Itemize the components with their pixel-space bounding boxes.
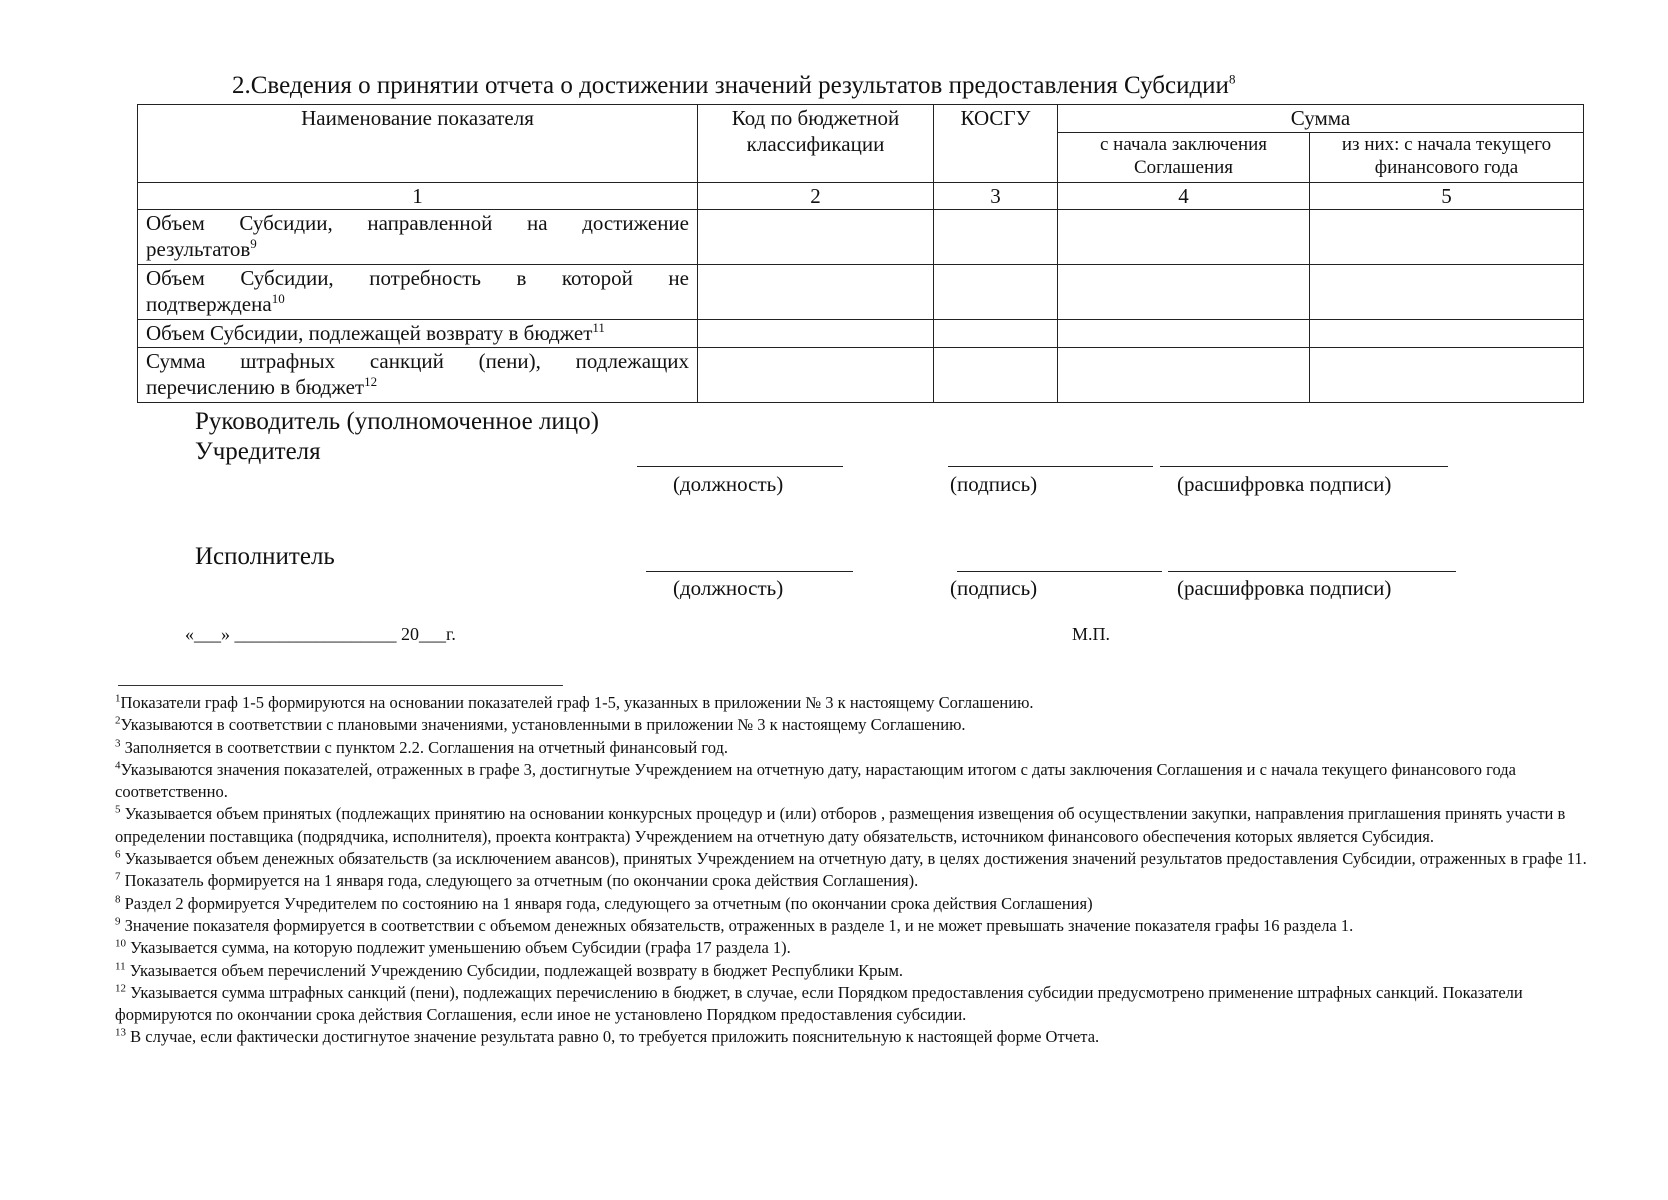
footnote-separator: [118, 685, 563, 686]
footnote: $^7$ Показатель формируется на 1 января года, следующего за отчетным (по окончании срока действия Соглашения).: [115, 870, 919, 891]
sum-from-agreement-cell: [1058, 265, 1310, 320]
executor-decoding-line: [1168, 571, 1456, 572]
sum-from-agreement-cell: [1058, 348, 1310, 403]
footnote: $^{11}$ Указывается объем перечислений Учреждению Субсидии, подлежащей возврату в бюджет Республики Крым.: [115, 960, 904, 980]
header-sum-from-agreement: с начала заключения Соглашения: [1058, 133, 1310, 183]
table-row: [138, 348, 1584, 403]
footnote: $^{10}$ Указывается сумма, на которую подлежит уменьшению объем Субсидии (графа 17 раздела 1).: [115, 937, 791, 958]
footnote: $^6$ Указывается объем денежных обязательств (за исключением авансов), принятых Учреждением на отчетную дату, в целях достижения значений результатов предоставления Субсидии, отраженных в графе 11.: [115, 848, 1587, 869]
indicator-refund-to-budget: Объем Субсидии, подлежащей возврату в бюджет$^{11}$: [138, 320, 698, 348]
header-budget-code: Код по бюджетной классификации: [698, 105, 934, 183]
kosgu-cell: [934, 210, 1058, 265]
indicator-subsidy-for-results: Объем Субсидии, направленной на достижение результатов$^9$: [138, 210, 698, 265]
footnote: $^{12}$ Указывается сумма штрафных санкций (пени), подлежащих перечислению в бюджет, в случае, если Порядком предоставления субсидии предусмотрено применение штрафных санкций. Показатели формируются по окончании срока действия Соглашения, если иное не установлено Порядком предоставления субсидии.: [115, 982, 1523, 1025]
executor-title: Исполнитель: [195, 543, 335, 570]
column-number-row: [138, 183, 1584, 210]
head-signature-caption: (подпись): [950, 472, 1038, 496]
footnote: $^1$Показатели граф 1-5 формируются на основании показателей граф 1-5, указанных в приложении № 3 к настоящему Соглашению.: [115, 692, 1034, 712]
footnotes: [115, 692, 1595, 1049]
executor-decoding-caption: (расшифровка подписи): [1177, 576, 1392, 600]
table-row: [138, 265, 1584, 320]
header-sum-current-year: из них: с начала текущего финансового года: [1310, 133, 1584, 183]
header-kosgu: КОСГУ: [934, 105, 1058, 183]
footnote: $^{13}$ В случае, если фактически достигнутое значение результата равно 0, то требуется приложить пояснительную к настоящей форме Отчета.: [115, 1026, 1100, 1047]
header-row-1: [138, 105, 1584, 133]
sum-current-year-cell: [1310, 348, 1584, 403]
executor-position-caption: (должность): [673, 576, 784, 600]
head-position-caption: (должность): [673, 472, 784, 496]
footnote-ref: 9: [250, 236, 257, 251]
footnote-ref: 11: [592, 320, 605, 335]
footnote-ref: 10: [271, 291, 285, 306]
footnote: $^9$ Значение показателя формируется в соответствии с объемом денежных обязательств, отраженных в разделе 1, и не может превышать значение показателя графы 16 раздела 1.: [115, 915, 1354, 935]
budget-code-cell: [698, 348, 934, 403]
date-line: «___» __________________ 20___г.: [185, 624, 456, 644]
table-row: [138, 210, 1584, 265]
footnote: $^2$Указываются в соответствии с плановыми значениями, установленными в приложении № 3 к настоящему Соглашению.: [115, 714, 966, 735]
head-signature-line: [948, 466, 1153, 467]
sum-current-year-cell: [1310, 265, 1584, 320]
column-number: 2: [698, 183, 934, 210]
column-number: 5: [1310, 183, 1584, 210]
section-title-text: 2.Сведения о принятии отчета о достижении значений результатов предоставления Субсидии: [232, 72, 1229, 99]
sum-current-year-cell: [1310, 320, 1584, 348]
budget-code-cell: [698, 320, 934, 348]
report-table: [137, 104, 1584, 403]
executor-signature-caption: (подпись): [950, 576, 1038, 600]
footnote: $^3$ Заполняется в соответствии с пунктом 2.2. Соглашения на отчетный финансовый год.: [115, 737, 729, 757]
head-position-line: [637, 466, 843, 467]
section-title: [232, 72, 1235, 100]
head-title-line2: Учредителя: [195, 438, 321, 465]
executor-position-line: [646, 571, 853, 572]
section-title-footnote-ref: 8: [1228, 71, 1236, 87]
kosgu-cell: [934, 320, 1058, 348]
footnote-ref: 12: [364, 374, 378, 389]
header-sum: Сумма: [1058, 105, 1584, 133]
indicator-penalties: Сумма штрафных санкций (пени), подлежащих перечислению в бюджет$^{12}$: [138, 348, 698, 403]
sum-current-year-cell: [1310, 210, 1584, 265]
sum-from-agreement-cell: [1058, 210, 1310, 265]
kosgu-cell: [934, 265, 1058, 320]
sum-from-agreement-cell: [1058, 320, 1310, 348]
head-decoding-line: [1160, 466, 1448, 467]
stamp-mark: М.П.: [1072, 624, 1111, 644]
table-row: [138, 320, 1584, 348]
indicator-unconfirmed-need: Объем Субсидии, потребность в которой не подтверждена$^{10}$: [138, 265, 698, 320]
footnote: $^4$Указываются значения показателей, отраженных в графе 3, достигнутые Учреждением на отчетную дату, нарастающим итогом с даты заключения Соглашения и с начала текущего финансового года соответственно.: [115, 759, 1516, 802]
footnote: $^5$ Указывается объем принятых (подлежащих принятию на основании конкурсных процедур и (или) отборов , размещения извещения об осуществлении закупки, направления приглашения принять участи в определении поставщика (подрядчика, исполнителя), проекта контракта) Учреждением на отчетную дату обязательств, источником финансового обеспечения которых является Субсидия.: [115, 803, 1566, 846]
head-decoding-caption: (расшифровка подписи): [1177, 472, 1392, 496]
column-number: 3: [934, 183, 1058, 210]
executor-signature-line: [957, 571, 1162, 572]
kosgu-cell: [934, 348, 1058, 403]
column-number: 1: [138, 183, 698, 210]
header-indicator-name: Наименование показателя: [138, 105, 698, 183]
budget-code-cell: [698, 210, 934, 265]
footnote: $^8$ Раздел 2 формируется Учредителем по состоянию на 1 января года, следующего за отчетным (по окончании срока действия Соглашения): [115, 893, 1093, 913]
column-number: 4: [1058, 183, 1310, 210]
head-title-line1: Руководитель (уполномоченное лицо): [195, 408, 600, 435]
budget-code-cell: [698, 265, 934, 320]
